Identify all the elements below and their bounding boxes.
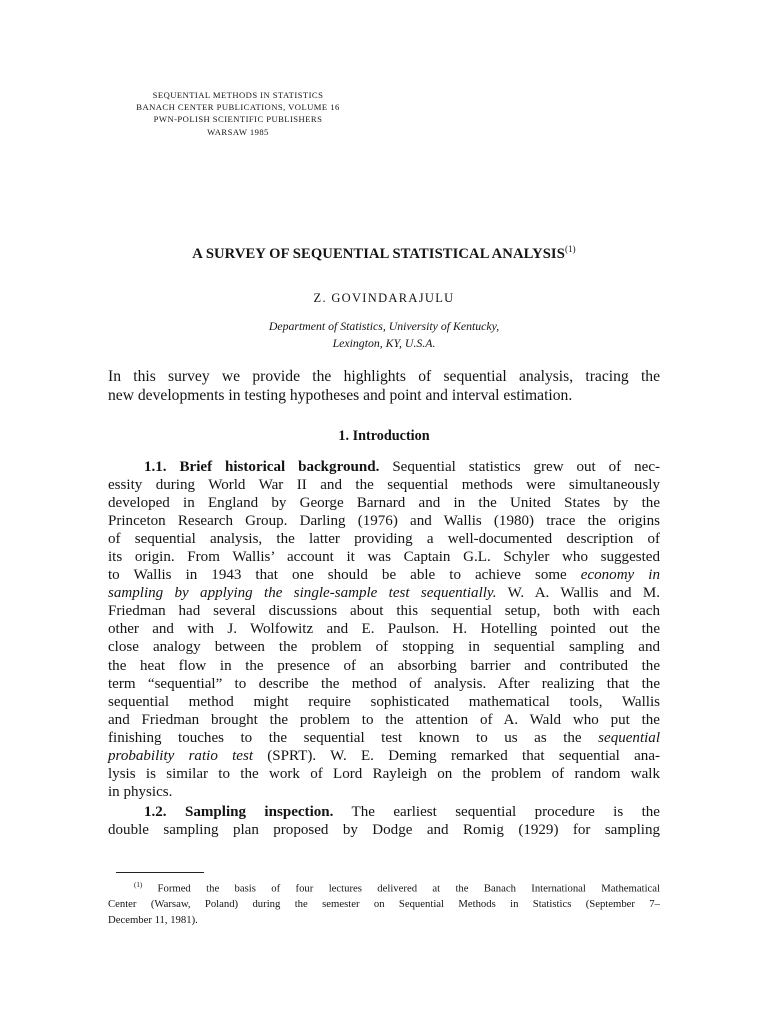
text-line	[108, 747, 660, 765]
text-line: developed in England by George Barnard and in the United States by the	[108, 495, 660, 512]
footnote-marker: (1)	[134, 881, 143, 889]
header-place-year: WARSAW 1985	[207, 126, 269, 137]
footnote-line	[108, 878, 660, 897]
italic-phrase: sampling by applying the single-sample test sequentially.	[108, 585, 497, 602]
text-line: close analogy between the problem of stopping in sequential sampling and	[108, 639, 660, 656]
paragraph-sampling-inspection	[108, 803, 660, 839]
text-line	[108, 566, 660, 584]
text-line: sequential method might require sophisticated mathematical tools, Wallis	[108, 693, 660, 710]
footnote-line: Center (Warsaw, Poland) during the semester on Sequential Methods in Statistics (September 7–	[108, 898, 660, 911]
italic-phrase: economy in	[580, 567, 660, 584]
affiliation-line-2: Lexington, KY, U.S.A.	[332, 335, 436, 350]
author-affiliation	[0, 318, 768, 351]
text-segment: W. A. Wallis and M.	[507, 585, 660, 602]
text-line: of sequential analysis, the latter providing a well-documented description of	[108, 531, 660, 548]
affiliation-line-1: Department of Statistics, University of Kentucky,	[268, 319, 500, 333]
text-segment: Sequential statistics grew out of nec-	[392, 459, 661, 475]
text-line: lysis is similar to the work of Lord Rayleigh on the problem of random walk	[108, 765, 660, 782]
italic-phrase: sequential	[598, 729, 661, 746]
text-segment: The earliest sequential procedure is the	[351, 803, 660, 820]
italic-phrase: probability ratio test	[108, 747, 254, 764]
text-line	[108, 803, 660, 821]
text-line: the heat flow in the presence of an absorbing barrier and contributed the	[108, 657, 660, 674]
text-line: and Friedman brought the problem to the attention of A. Wald who put the	[108, 711, 660, 728]
text-line: Princeton Research Group. Darling (1976) and Wallis (1980) trace the origins	[108, 513, 660, 530]
abstract	[108, 367, 660, 405]
footnote	[108, 878, 660, 928]
text-line: other and with J. Wolfowitz and E. Paulson. H. Hotelling pointed out the	[108, 621, 660, 638]
abstract-line: In this survey we provide the highlights of sequential analysis, tracing the	[108, 368, 660, 385]
paper-title-text: A SURVEY OF SEQUENTIAL STATISTICAL ANALYSIS	[192, 245, 565, 262]
paper-title	[0, 244, 768, 263]
title-footnote-ref: (1)	[564, 244, 576, 254]
text-line: essity during World War II and the sequential methods were simultaneously	[108, 477, 660, 494]
subsection-heading-1-1: 1.1. Brief historical background.	[144, 459, 380, 475]
header-volume: BANACH CENTER PUBLICATIONS, VOLUME 16	[136, 102, 340, 113]
footnote-divider	[116, 872, 204, 873]
author-name: Z. GOVINDARAJULU	[313, 291, 455, 305]
text-line: in physics.	[108, 783, 173, 800]
publication-header	[108, 89, 368, 138]
text-line: Friedman had several discussions about this sequential setup, both with each	[108, 603, 660, 620]
paragraph-historical-background	[108, 458, 660, 801]
text-segment: Formed the basis of four lectures delivered at the Banach International Mathematical	[157, 882, 660, 895]
subsection-heading-1-2: 1.2. Sampling inspection.	[144, 803, 334, 820]
text-line: its origin. From Wallis’ account it was Captain G.L. Schyler who suggested	[108, 549, 660, 566]
introduction-body	[108, 458, 660, 839]
text-line: double sampling plan proposed by Dodge and Romig (1929) for sampling	[108, 821, 660, 838]
abstract-line: new developments in testing hypotheses and point and interval estimation.	[108, 387, 573, 404]
text-line	[108, 729, 660, 747]
text-line	[108, 584, 660, 602]
text-segment: finishing touches to the sequential test known to us as the	[108, 729, 582, 746]
text-line: term “sequential” to describe the method of analysis. After realizing that the	[108, 675, 660, 692]
header-series: SEQUENTIAL METHODS IN STATISTICS	[152, 90, 324, 100]
text-segment: to Wallis in 1943 that one should be able to achieve some	[108, 567, 567, 584]
text-segment: (SPRT). W. E. Deming remarked that sequential ana-	[267, 747, 661, 764]
header-publisher: PWN-POLISH SCIENTIFIC PUBLISHERS	[153, 114, 323, 125]
footnote-line: December 11, 1981).	[108, 913, 198, 926]
text-line	[108, 458, 660, 476]
section-heading-introduction: 1. Introduction	[338, 428, 430, 444]
